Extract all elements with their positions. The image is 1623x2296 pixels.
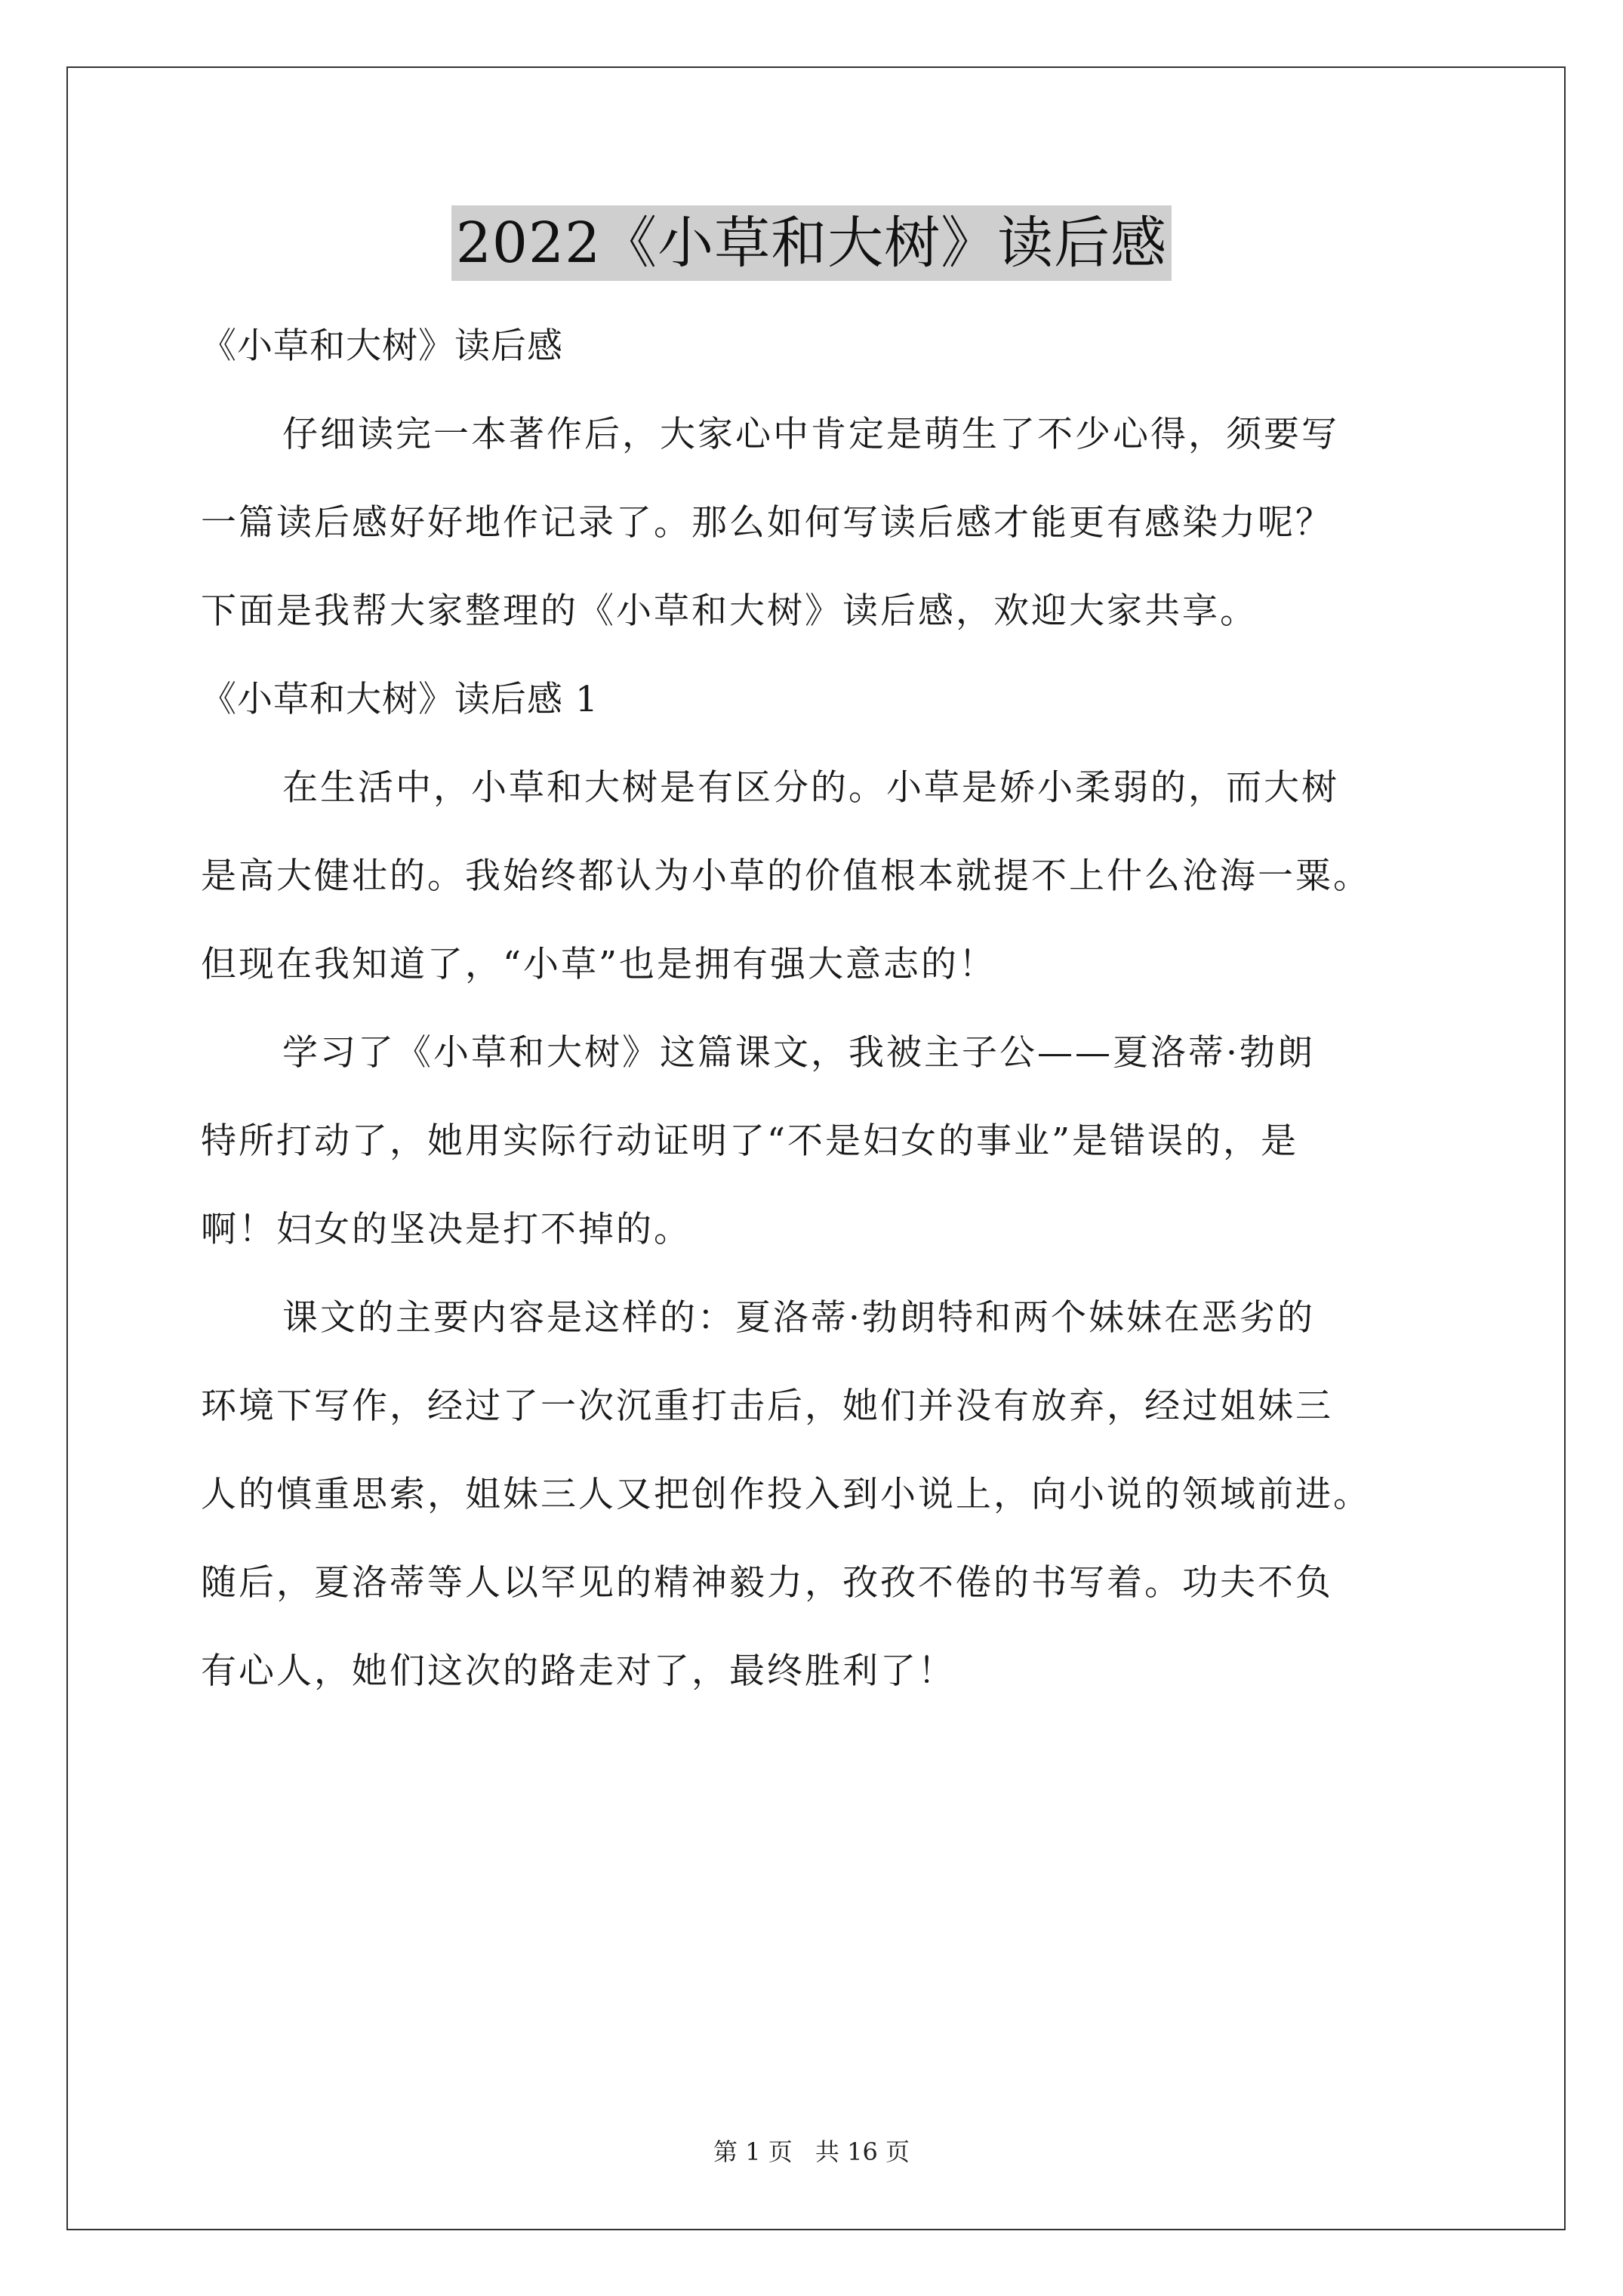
paragraph-line: 下面是我帮大家整理的《小草和大树》读后感，欢迎大家共享。 [201, 590, 1258, 632]
paragraph-line: 是高大健壮的。我始终都认为小草的价值根本就提不上什么沧海一粟。 [201, 855, 1371, 897]
paragraph-line: 在生活中，小草和大树是有区分的。小草是娇小柔弱的，而大树 [282, 767, 1339, 809]
paragraph-line: 但现在我知道了，“小草”也是拥有强大意志的！ [201, 944, 997, 985]
page-number: 第 1 页 [713, 2137, 793, 2166]
paragraph-line: 课文的主要内容是这样的：夏洛蒂·勃朗特和两个妹妹在恶劣的 [282, 1297, 1315, 1339]
section-heading: 《小草和大树》读后感 [201, 325, 563, 367]
page-footer [0, 2137, 1623, 2167]
paragraph-line: 一篇读后感好好地作记录了。那么如何写读后感才能更有感染力呢？ [201, 502, 1333, 544]
section-heading: 《小草和大树》读后感 1 [201, 679, 599, 720]
paragraph-line: 学习了《小草和大树》这篇课文，我被主子公——夏洛蒂·勃朗 [282, 1032, 1315, 1074]
paragraph-line: 特所打动了，她用实际行动证明了“不是妇女的事业”是错误的，是 [201, 1120, 1299, 1162]
document-body [201, 302, 1454, 1715]
title-wrap [0, 205, 1623, 281]
paragraph-line: 有心人，她们这次的路走对了，最终胜利了！ [201, 1650, 956, 1692]
paragraph-line: 随后，夏洛蒂等人以罕见的精神毅力，孜孜不倦的书写着。功夫不负 [201, 1562, 1333, 1604]
paragraph-line: 啊！妇女的坚决是打不掉的。 [201, 1209, 691, 1250]
paragraph-line: 仔细读完一本著作后，大家心中肯定是萌生了不少心得，须要写 [282, 414, 1339, 455]
paragraph-line: 环境下写作，经过了一次沉重打击后，她们并没有放弃，经过姐妹三 [201, 1385, 1333, 1427]
document-title: 2022《小草和大树》读后感 [451, 205, 1172, 281]
paragraph-line: 人的慎重思索，姐妹三人又把创作投入到小说上，向小说的领域前进。 [201, 1474, 1371, 1515]
page-total: 共 16 页 [815, 2137, 910, 2166]
